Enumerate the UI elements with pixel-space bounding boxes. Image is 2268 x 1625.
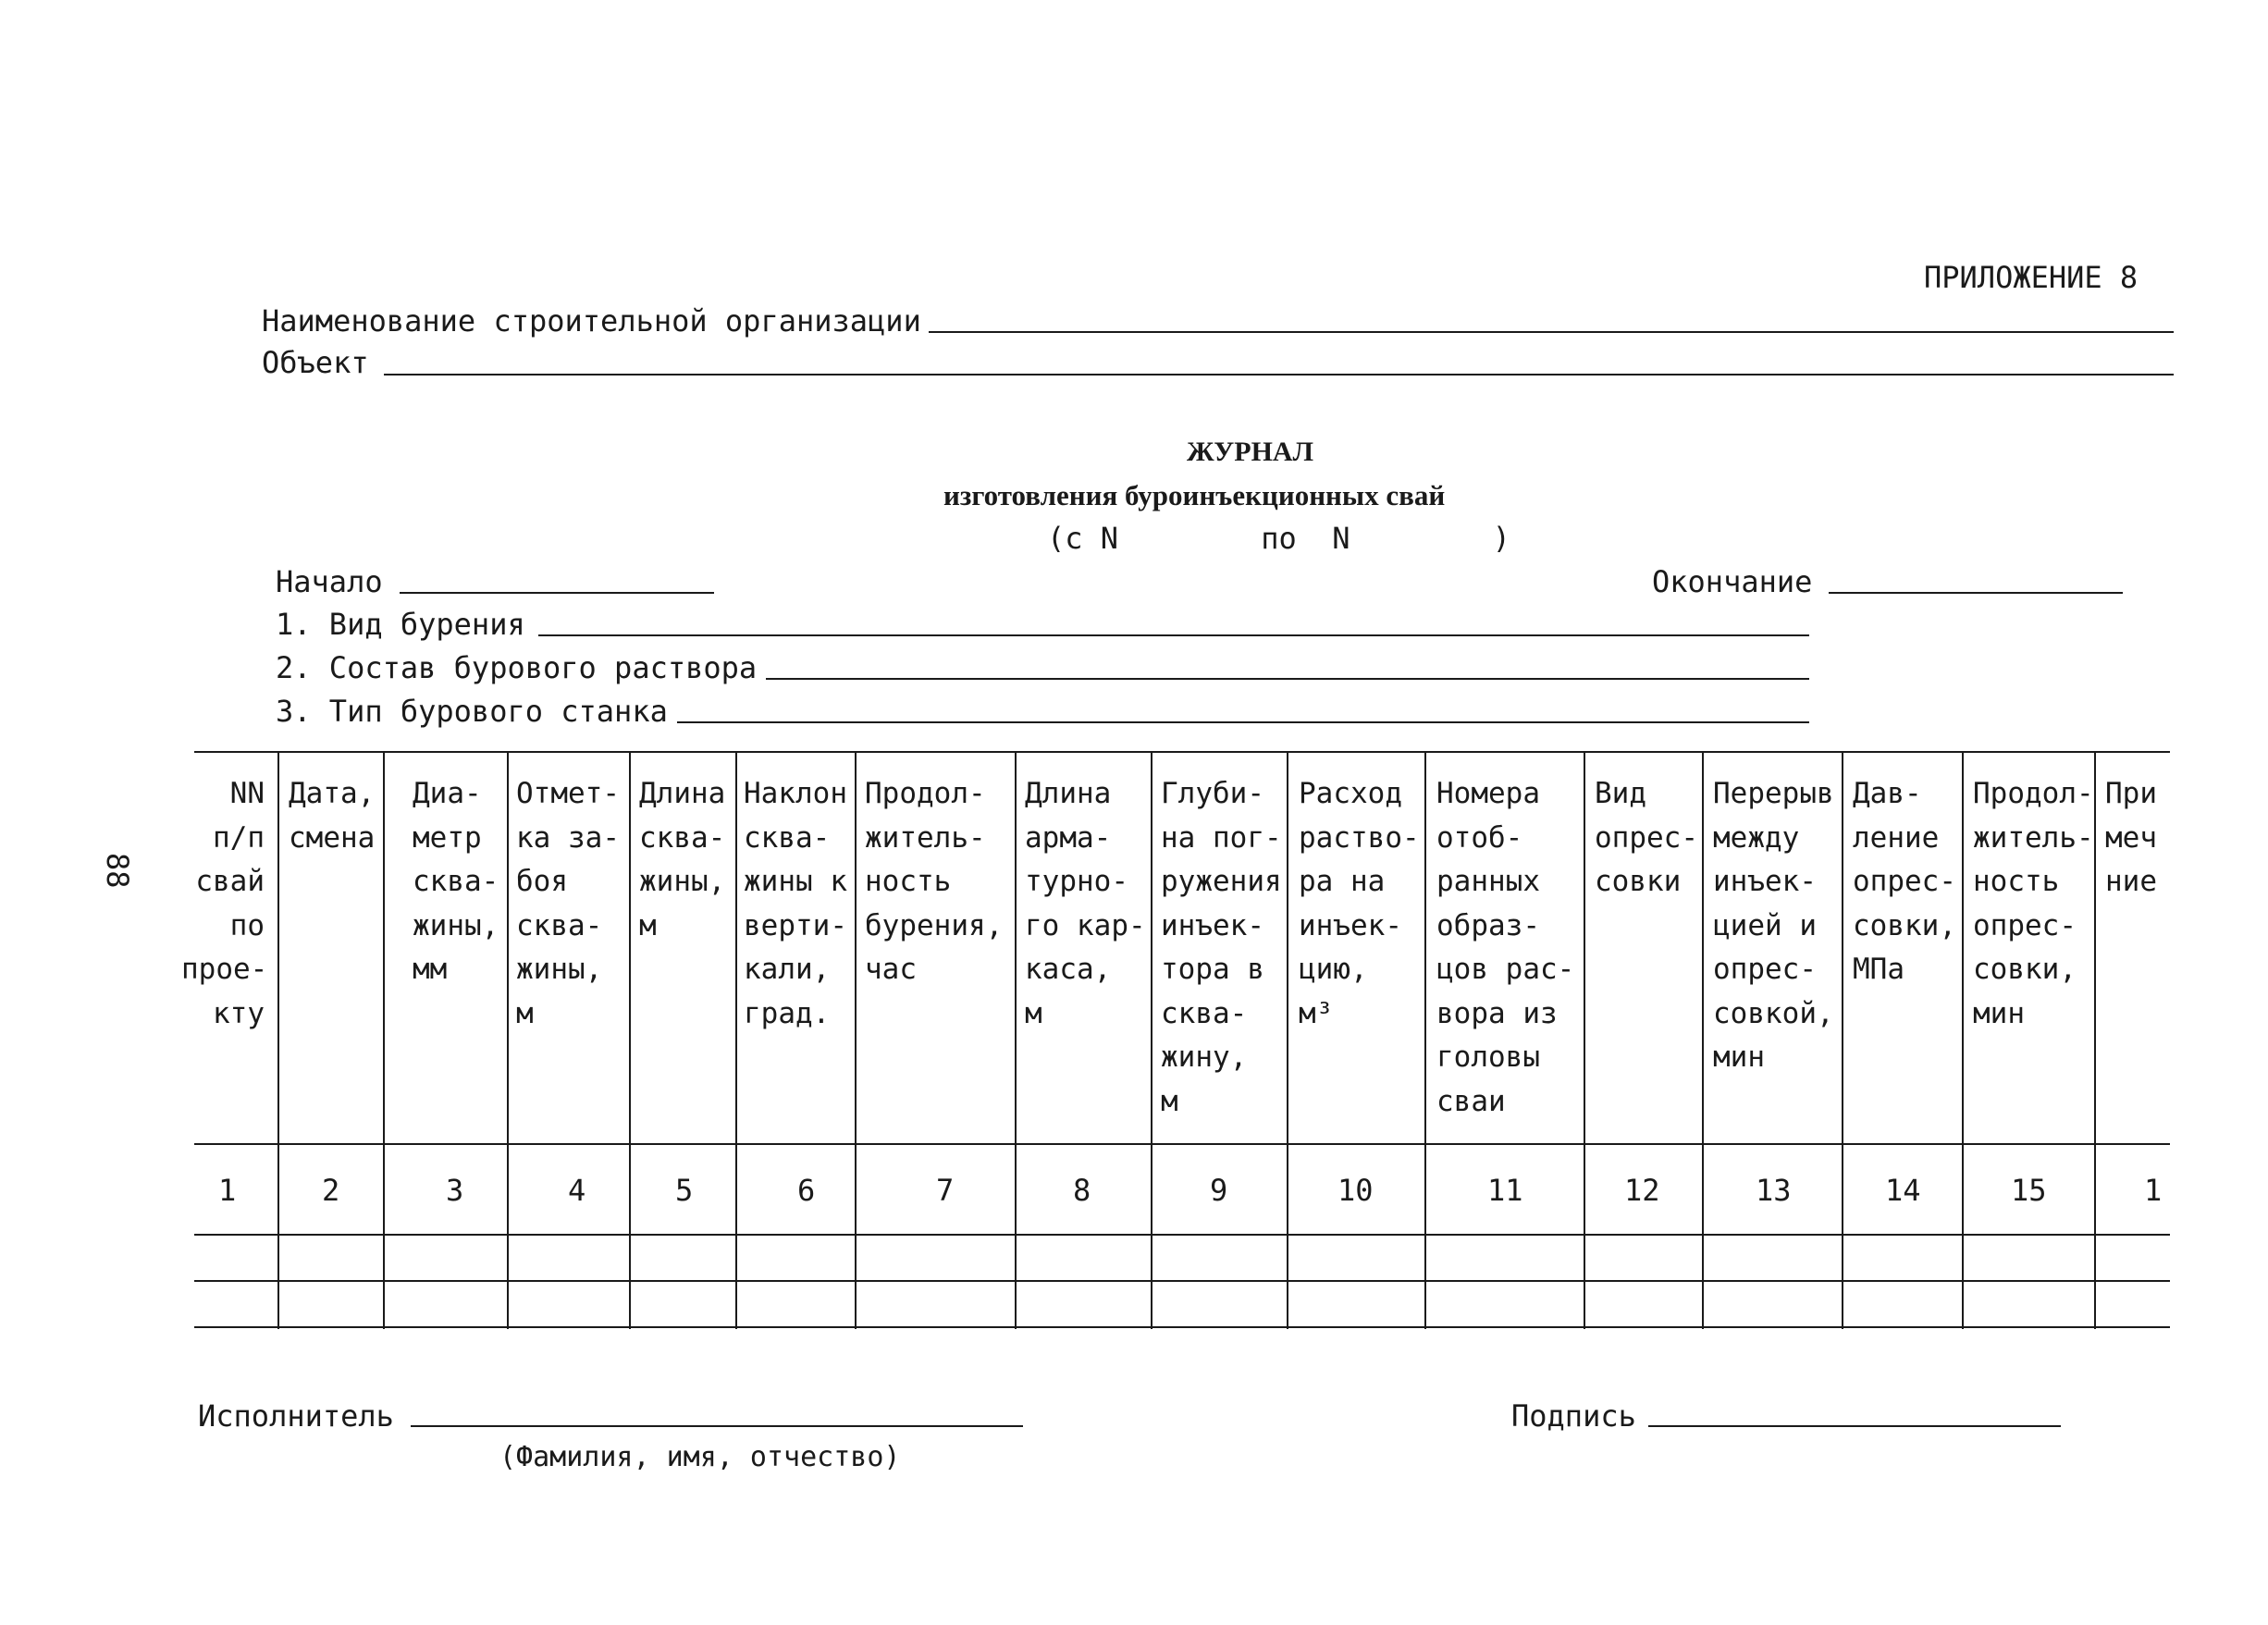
- table-column-number: 6: [797, 1173, 816, 1208]
- table-column-number: 9: [1210, 1173, 1228, 1208]
- table-column-number: 4: [568, 1173, 586, 1208]
- start-field-line[interactable]: [400, 592, 714, 594]
- table-header-cell: Глуби- на пог- ружения инъек- тора в сква- жину, м: [1161, 777, 1282, 1118]
- doc-range: (с N по N ): [1047, 521, 1510, 556]
- table-column-number: 7: [936, 1173, 955, 1208]
- table-header-cell: Длина сква- жины, м: [639, 777, 726, 942]
- page-number: 88: [100, 853, 135, 889]
- end-label: Окончание: [1652, 564, 1813, 599]
- field-drilling-type-line[interactable]: [538, 634, 1809, 636]
- table-header-cell: Номера отоб- ранных образ- цов рас- вора из головы сваи: [1436, 777, 1575, 1118]
- table-bottom-border: [194, 1326, 2170, 1328]
- executor-field-line[interactable]: [411, 1425, 1023, 1427]
- table-row[interactable]: [194, 1236, 2170, 1279]
- object-label: Объект: [262, 345, 369, 380]
- table-header-cell: Дата, смена: [289, 777, 376, 855]
- table-header-cell: При меч ние: [2105, 777, 2157, 898]
- executor-hint: (Фамилия, имя, отчество): [499, 1441, 901, 1473]
- table-header-cell: Продол- житель- ность опрес- совки, мин: [1973, 777, 2094, 1030]
- table-header-cell: Диа- метр сква- жины, мм: [413, 777, 499, 986]
- table-column-number: 3: [446, 1173, 464, 1208]
- table-column-number: 8: [1073, 1173, 1091, 1208]
- table-header-cell: NN п/п свай по прое- кту: [181, 777, 268, 1030]
- table-header-cell: Расход раство- ра на инъек- цию, м³: [1299, 777, 1420, 1030]
- table-header-cell: Длина арма- турно- го кар- каса, м: [1025, 777, 1146, 1030]
- doc-title: ЖУРНАЛ: [1187, 437, 1313, 467]
- end-field-line[interactable]: [1829, 592, 2123, 594]
- table-header-cell: Отмет- ка за- боя сква- жины, м: [516, 777, 620, 1030]
- field-rig-type-label: 3. Тип бурового станка: [276, 694, 668, 729]
- field-mud-composition-label: 2. Состав бурового раствора: [276, 650, 758, 685]
- table-column-number: 14: [1885, 1173, 1921, 1208]
- signature-field-line[interactable]: [1648, 1425, 2061, 1427]
- table-header-cell: Вид опрес- совки: [1595, 777, 1698, 898]
- field-mud-composition-line[interactable]: [766, 678, 1809, 680]
- table-column-number: 2: [322, 1173, 340, 1208]
- object-field-line[interactable]: [384, 374, 2174, 375]
- table-row[interactable]: [194, 1282, 2170, 1325]
- table-header-cell: Перерыв между инъек- цией и опрес- совкой, мин: [1713, 777, 1834, 1074]
- executor-label: Исполнитель: [198, 1398, 394, 1434]
- org-field-line[interactable]: [929, 331, 2174, 333]
- table-column-number: 13: [1756, 1173, 1792, 1208]
- table-column-number: 1: [218, 1173, 237, 1208]
- start-label: Начало: [276, 564, 383, 599]
- signature-label: Подпись: [1511, 1398, 1636, 1434]
- org-label: Наименование строительной организации: [262, 303, 921, 339]
- table-column-number: 12: [1624, 1173, 1660, 1208]
- field-rig-type-line[interactable]: [677, 721, 1809, 723]
- doc-subtitle: изготовления буроинъекционных свай: [943, 479, 1446, 511]
- table-column-number: 5: [675, 1173, 694, 1208]
- table-column-number: 11: [1487, 1173, 1523, 1208]
- field-drilling-type-label: 1. Вид бурения: [276, 607, 525, 642]
- table-header-bottom-border: [194, 1143, 2170, 1145]
- table-column-number: 10: [1337, 1173, 1374, 1208]
- table-column-number: 1: [2144, 1173, 2163, 1208]
- table-header-cell: Продол- житель- ность бурения, час: [865, 777, 1004, 986]
- table-header-cell: Дав- ление опрес- совки, МПа: [1853, 777, 1956, 986]
- table-top-border: [194, 751, 2170, 753]
- appendix-label: ПРИЛОЖЕНИЕ 8: [1924, 260, 2139, 295]
- table-column-number: 15: [2011, 1173, 2047, 1208]
- table-header-cell: Наклон сква- жины к верти- кали, град.: [744, 777, 847, 1030]
